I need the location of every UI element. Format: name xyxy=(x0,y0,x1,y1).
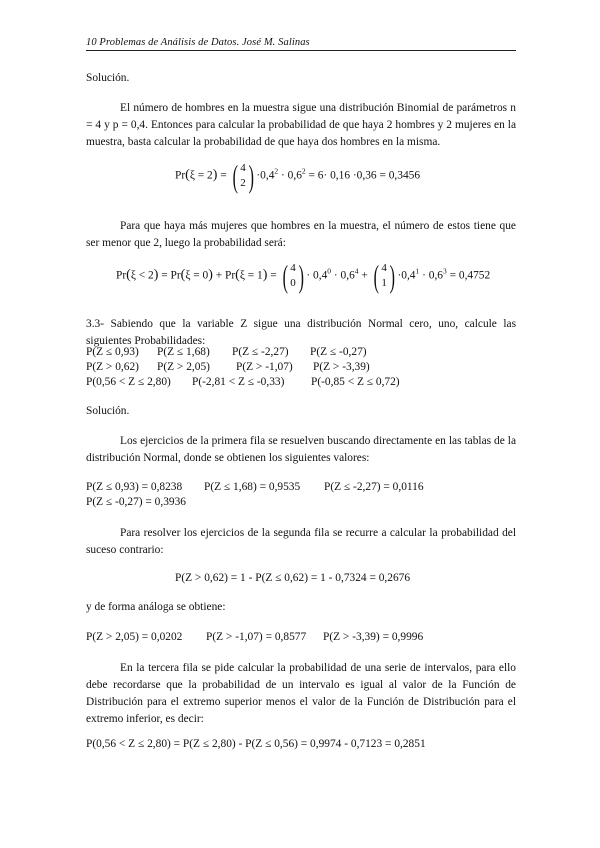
eq2-equals: = xyxy=(270,269,277,282)
problem-row-3-col-2: P(-2,81 < Z ≤ -0,33) xyxy=(192,376,285,388)
paragraph-first-row: Los ejercicios de la primera fila se resuelven buscando directamente en las tablas de la distribución Normal, donde se obtienen los siguientes valores: xyxy=(86,435,516,464)
eq1-binomial-coefficient: ( 4 2 ) xyxy=(232,158,254,194)
eq1-pr: Pr xyxy=(175,169,186,182)
problem-row-1-col-2: P(Z ≤ 1,68) xyxy=(157,346,210,358)
eq2-term2b: · 0,6 xyxy=(419,269,443,282)
eq2-term2: ·0,4 xyxy=(397,269,416,282)
eq2-term1b: · 0,6 xyxy=(331,269,355,282)
eq2-arg-a: ξ < 2 xyxy=(130,269,154,282)
paragraph-third-row: En la tercera fila se pide calcular la probabilidad de una serie de intervalos, para ello debe recordarse que la probabilidad de un intervalo es igual al valor de la Función de Distribución para el extremo superior menos el valor de la Función de Distribución para el extremo inferior, es decir: xyxy=(86,662,516,725)
eq2-pr-c: + Pr xyxy=(215,269,236,282)
eq2-n1: 4 xyxy=(290,262,296,274)
eq2-n2: 4 xyxy=(381,262,387,274)
result-row-1-col-2: P(Z ≤ 1,68) = 0,9535 xyxy=(204,481,301,493)
eq2-term1-exp: 0 xyxy=(327,266,332,276)
eq2-k2: 1 xyxy=(381,277,387,289)
eq2-pr-a: Pr xyxy=(116,269,127,282)
problem-row-3-col-3: P(-0,85 < Z ≤ 0,72) xyxy=(311,376,400,388)
problem-row-2-col-4: P(Z > -3,39) xyxy=(313,361,370,373)
paragraph-second-row: Para resolver los ejercicios de la segunda fila se recurre a calcular la probabilidad del suceso contrario: xyxy=(86,527,516,556)
equation-complement: P(Z > 0,62) = 1 - P(Z ≤ 0,62) = 1 - 0,7324 = 0,2676 xyxy=(175,572,411,584)
result-row-2-col-3: P(Z > -3,39) = 0,9996 xyxy=(323,631,424,643)
eq2-binomial-coefficient-1: ( 4 0 ) xyxy=(282,258,304,294)
result-row-1-col-1: P(Z ≤ 0,93) = 0,8238 xyxy=(86,481,183,493)
problem-row-1-col-4: P(Z ≤ -0,27) xyxy=(310,346,367,358)
eq2-arg-b: ξ = 0 xyxy=(185,269,209,282)
eq1-p-exp: 2 xyxy=(274,166,279,176)
eq1-dot: · xyxy=(278,169,288,182)
paragraph-more-women: Para que haya más mujeres que hombres en la muestra, el número de estos tiene que ser menor que 2, luego la probabilidad será: xyxy=(86,220,516,249)
problem-row-3-col-1: P(0,56 < Z ≤ 2,80) xyxy=(86,376,171,388)
result-row-2-col-2: P(Z > -1,07) = 0,8577 xyxy=(206,631,307,643)
result-row-1-col-4: P(Z ≤ -0,27) = 0,3936 xyxy=(86,496,186,508)
paragraph-binomial: El número de hombres en la muestra sigue una distribución Binomial de parámetros n = 4 y p = 0,4. Entonces para calcular la probabilidad de que haya 2 hombres y 2 mujeres en la muestra, basta calcular la probabilidad de que haya dos hombres en la misma. xyxy=(86,102,516,148)
problem-row-1-col-1: P(Z ≤ 0,93) xyxy=(86,346,139,358)
problem-row-2-col-3: P(Z > -1,07) xyxy=(236,361,293,373)
result-row-1-col-3: P(Z ≤ -2,27) = 0,0116 xyxy=(324,481,424,493)
eq1-result: = 6· 0,16 ·0,36 = 0,3456 xyxy=(305,169,421,182)
eq2-term2b-exp: 3 xyxy=(443,266,447,276)
eq2-term1: · 0,4 xyxy=(306,269,328,282)
eq2-plus: + xyxy=(358,269,368,282)
equation-interval: P(0,56 < Z ≤ 2,80) = P(Z ≤ 2,80) - P(Z ≤ 0,56) = 0,9974 - 0,7123 = 0,2851 xyxy=(86,738,426,750)
eq1-k: 2 xyxy=(240,177,246,189)
equation-binomial-prob: Pr(ξ = 2) = ( 4 2 ) $\cdot 0,4^2 \cdot 0,6^2 = 6\cdot 0,16 \cdot 0,36 = 0,3456$ xyxy=(175,158,421,194)
solution-label-1: Solución. xyxy=(86,72,130,84)
problem-row-1-col-3: P(Z ≤ -2,27) xyxy=(232,346,289,358)
result-row-2-col-1: P(Z > 2,05) = 0,0202 xyxy=(86,631,183,643)
problem-row-2-col-2: P(Z > 2,05) xyxy=(157,361,210,373)
eq2-k1: 0 xyxy=(290,277,296,289)
problem-statement: 3.3- Sabiendo que la variable Z sigue una distribución Normal cero, uno, calcule las siguientes Probabilidades: xyxy=(86,318,516,347)
equation-less-than-two: Pr(ξ < 2) = Pr(ξ = 0) + Pr(ξ = 1) = ( 4 0 ) · $0,4^0 \cdot 0,6^4$ + ( 4 1 ) $\cdot 0,4^1 \cdot 0,6^3 = 0,4752$ xyxy=(116,258,491,294)
solution-label-2: Solución. xyxy=(86,405,130,417)
eq2-pr-b: = Pr xyxy=(161,269,181,282)
eq1-equals: = xyxy=(220,169,227,182)
problem-row-2-col-1: P(Z > 0,62) xyxy=(86,361,139,373)
eq1-q: 0,6 xyxy=(287,169,302,182)
running-header: 10 Problemas de Análisis de Datos. José M. Salinas xyxy=(86,37,516,51)
eq2-term1b-exp: 4 xyxy=(354,266,359,276)
eq1-xi: ξ = 2 xyxy=(189,169,213,182)
eq2-binomial-coefficient-2: ( 4 1 ) xyxy=(373,258,395,294)
eq2-result: = 0,4752 xyxy=(446,269,491,282)
eq2-arg-c: ξ = 1 xyxy=(239,269,263,282)
paragraph-analogous: y de forma análoga se obtiene: xyxy=(86,601,226,613)
eq1-n: 4 xyxy=(240,162,246,174)
eq2-term2-exp: 1 xyxy=(415,266,420,276)
eq1-q-exp: 2 xyxy=(301,166,306,176)
eq1-p: ·0,4 xyxy=(256,169,275,182)
